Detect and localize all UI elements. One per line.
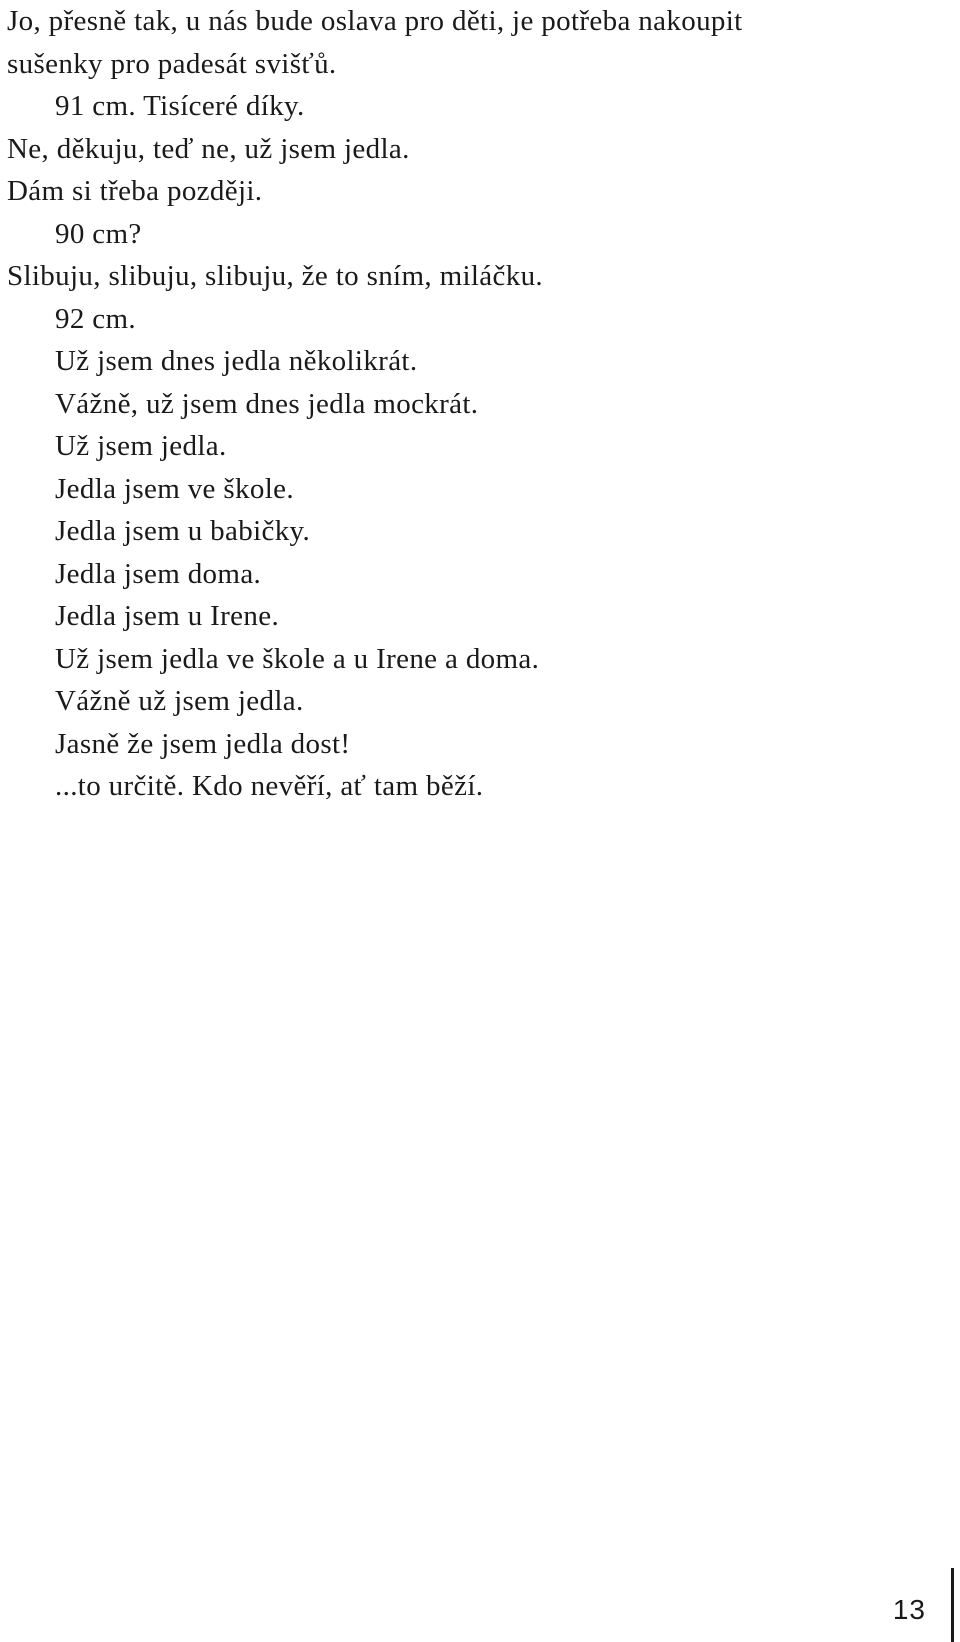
text-line: Jo, přesně tak, u nás bude oslava pro děti, je potřeba nakoupit	[7, 5, 743, 37]
text-line: Ne, děkuju, teď ne, už jsem jedla.	[7, 132, 410, 165]
text-line: ...to určitě. Kdo nevěří, ať tam běží.	[55, 770, 484, 802]
measurement-line: 92 cm.	[55, 302, 137, 335]
text-line: Už jsem jedla.	[55, 430, 227, 462]
text-line: Už jsem dnes jedla několikrát.	[55, 345, 418, 377]
text-line: Vážně, už jsem dnes jedla mockrát.	[55, 387, 479, 420]
text-line: Jedla jsem u babičky.	[55, 515, 311, 547]
page-body	[7, 0, 947, 808]
text-line: Už jsem jedla ve škole a u Irene a doma.	[55, 642, 540, 675]
text-line: Jasně že jsem jedla dost!	[55, 727, 351, 760]
text-line: Slibuju, slibuju, slibuju, že to sním, miláčku.	[7, 260, 544, 292]
page-number-rule	[951, 1568, 954, 1642]
text-line: sušenky pro padesát svišťů.	[7, 47, 337, 80]
page-number: 13	[892, 1594, 926, 1625]
measurement-line: 91 cm. Tisíceré díky.	[55, 90, 305, 122]
measurement-line: 90 cm?	[55, 217, 142, 250]
text-line: Jedla jsem doma.	[55, 557, 262, 590]
text-line: Dám si třeba později.	[7, 175, 263, 207]
text-line: Jedla jsem ve škole.	[55, 472, 294, 505]
text-line: Vážně už jsem jedla.	[55, 685, 304, 717]
text-line: Jedla jsem u Irene.	[55, 600, 280, 632]
